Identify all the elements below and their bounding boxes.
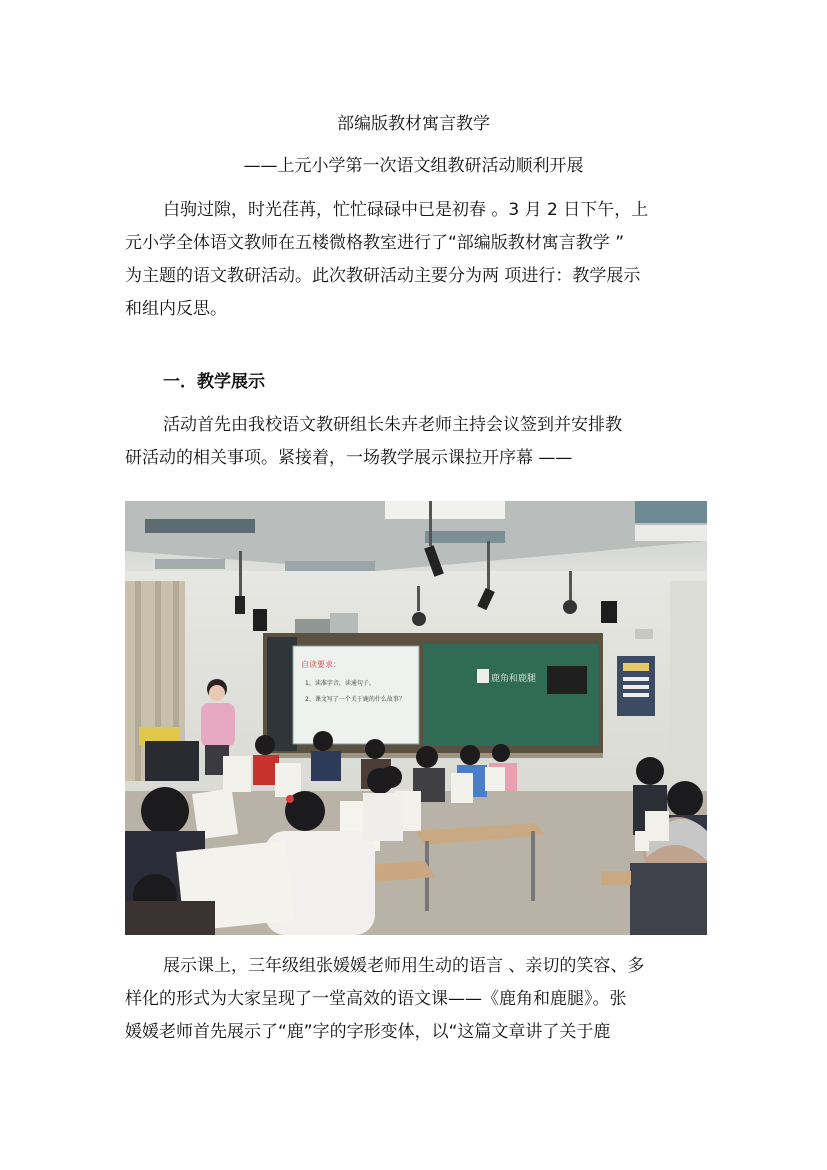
text-line: 样化的形式为大家呈现了一堂高效的语文课——《鹿角和鹿腿》。张 — [125, 989, 627, 1009]
text-line: 和组内反思。 — [125, 299, 227, 319]
text-line: 活动首先由我校语文教研组长朱卉老师主持会议签到并安排教 — [163, 415, 622, 435]
slide-line-1: 1、读准字音，读通句子。 — [305, 680, 375, 687]
slide-heading: 自读要求： — [301, 660, 341, 669]
heading-text: 一．教学展示 — [163, 372, 265, 392]
text-line: 元小学全体语文教师在五楼微格教室进行了“部编版教材寓言教学 ” — [125, 233, 625, 253]
paragraph-activity — [125, 409, 710, 475]
document-subtitle: ——上元小学第一次语文组教研活动顺利开展 — [243, 156, 584, 176]
board-text: 鹿角和鹿腿 — [491, 674, 537, 684]
slide-line-2: 2、课文写了一个关于鹿的什么故事？ — [305, 696, 405, 703]
classroom-photo — [125, 501, 707, 935]
paragraph-intro — [125, 194, 710, 326]
text-line: 白驹过隙，时光荏苒，忙忙碌碌中已是初春 。3 月 2 日下午，上 — [163, 200, 649, 220]
paragraph-lesson — [125, 950, 710, 1049]
text-line: 为主题的语文教研活动。此次教研活动主要分为两 项进行：教学展示 — [125, 266, 641, 286]
text-line: 展示课上，三年级组张媛媛老师用生动的语言 、亲切的笑容、多 — [163, 956, 645, 976]
section-heading — [125, 366, 710, 399]
document-title: 部编版教材寓言教学 — [337, 114, 490, 134]
text-line: 研活动的相关事项。紧接着，一场教学展示课拉开序幕 —— — [125, 448, 573, 468]
text-line: 媛媛老师首先展示了“鹿”字的字形变体，以“这篇文章讲了关于鹿 — [125, 1022, 611, 1042]
